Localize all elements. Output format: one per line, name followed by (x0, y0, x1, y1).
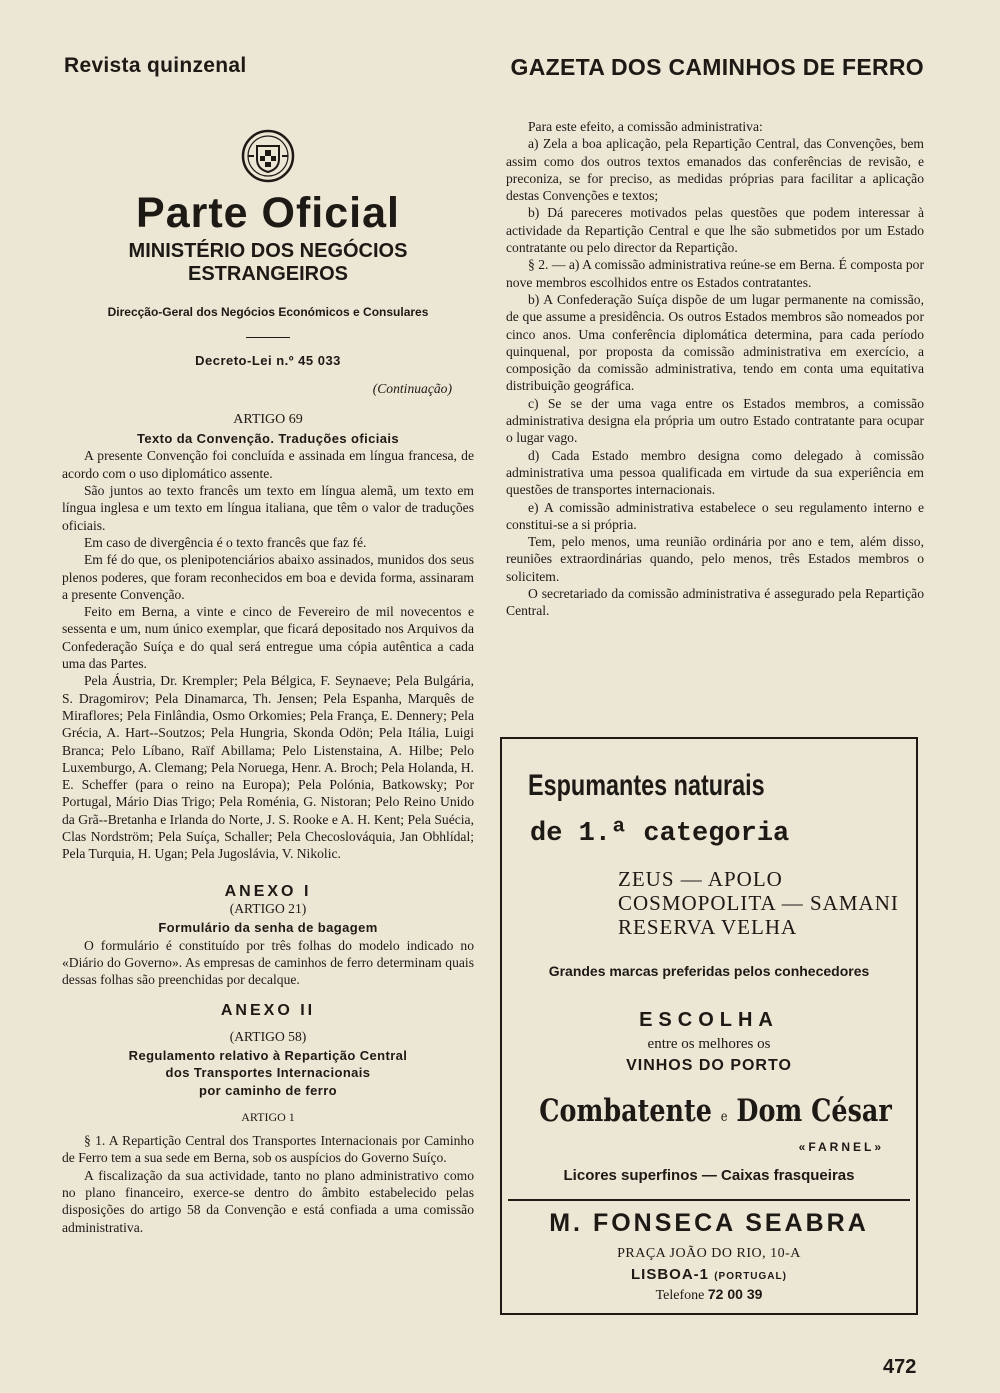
ad-wine-brands (539, 1093, 892, 1129)
paragraph: Para este efeito, a comissão administrativa: (528, 119, 763, 134)
ad-vinhos: VINHOS DO PORTO (626, 1057, 792, 1074)
directorate: Direcção-Geral dos Negócios Económicos e Consulares (107, 305, 429, 319)
ad-country: (PORTUGAL) (714, 1271, 787, 1282)
coat-of-arms-icon (240, 128, 296, 184)
paragraph: Tem, pelo menos, uma reunião ordinária por ano e tem, além disso, reuniões extraordinárias quando, pelo menos, três Estados membros o solicitem. (506, 534, 924, 584)
ad-city-name: LISBOA-1 (631, 1266, 710, 1283)
annex-title-line: por caminho de ferro (198, 1082, 338, 1098)
ad-company: M. FONSECA SEABRA (549, 1209, 869, 1237)
article-title: Texto da Convenção. Traduções oficiais (136, 431, 400, 447)
section-title: Parte Oficial (136, 189, 400, 237)
right-column (506, 118, 924, 620)
annex-article: (ARTIGO 21) (229, 900, 307, 916)
page-number: 472 (883, 1356, 917, 1378)
ad-farnel: «FARNEL» (798, 1140, 884, 1154)
ad-conjunction: e (720, 1109, 728, 1125)
paragraph: O secretariado da comissão administrativa é assegurado pela Repartição Central. (506, 586, 924, 619)
paragraph: A presente Convenção foi concluída e assinada em língua francesa, de acordo com o uso diplomático assente. (62, 448, 474, 481)
annex-article: (ARTIGO 58) (229, 1028, 307, 1044)
ad-city (502, 1266, 916, 1283)
ad-brand-line: COSMOPOLITA — SAMANI (618, 891, 899, 915)
annex-heading: ANEXO I (224, 882, 312, 900)
ad-subheadline: de 1.ª categoria (530, 819, 790, 849)
annex-title-line: Regulamento relativo à Repartição Central (128, 1047, 408, 1063)
article-heading: ARTIGO 1 (241, 1109, 295, 1124)
continuation-note: (Continuação) (372, 380, 452, 396)
signatories-paragraph: Pela Áustria, Dr. Krempler; Pela Bélgica, F. Seynaeve; Pela Bulgária, S. Dragomirov; Pela Dinamarca, Th. Jensen; Pela Espanha, Marquês de Miraflores; Pela Finlândia, Osmo Orkomies; Pela França, E. Dennery; Pela Grécia, A. Hart--Soutzos; Pela Hungria, Skonda Odön; Pela Itália, Luigi Branca; Pelo Líbano, Raïf Abillama; Pelo Listenstaina, A. Hilbe; Pelo Luxemburgo, A. Clemang; Pela Noruega, Henr. A. Broch; Pela Holanda, H. E. Scheffer (para o reino na Europa); Pela Polónia, Batkowsky; Por Portugal, Mário Dias Trigo; Pela Roménia, G. Nistoran; Pelo Reino Unido da Grã--Bretanha e Irlanda do Norte, J. S. Rooke e A. H. Kent; Pela Suécia, Clas Nordström; Pela Suíça, Schaller; Pela Checoslováquia, Jan Obhlídal; Pela Turquia, H. Ugan; Pela Jugoslávia, V. Nikolic. (62, 673, 474, 862)
annex-title-line: dos Transportes Internacionais (165, 1065, 371, 1081)
paragraph: A fiscalização da sua actividade, tanto no plano administrativo como no plano financeiro, exerce-se dentro do âmbito estabelecido pelas disposições do artigo 58 da Convenção e está confiada a uma comissão administrativa. (62, 1167, 474, 1235)
running-header-left: Revista quinzenal (64, 54, 247, 77)
paragraph: O formulário é constituído por três folhas do modelo indicado no «Diário do Governo». As empresas de caminhos de ferro determinam quais dessas folhas são preenchidas por decalque. (62, 937, 474, 988)
ad-divider (508, 1199, 910, 1201)
ad-brand-dom-cesar: Dom César (736, 1093, 892, 1129)
running-header-title: GAZETA DOS CAMINHOS DE FERRO (510, 54, 924, 80)
ad-escolha: ESCOLHA (639, 1009, 779, 1031)
advertisement-box (500, 737, 918, 1315)
annex-title: Formulário da senha de bagagem (158, 920, 378, 936)
ad-brand-combatente: Combatente (539, 1093, 712, 1129)
ad-phone (502, 1286, 916, 1304)
ministry-line-1: MINISTÉRIO DOS NEGÓCIOS (128, 240, 408, 262)
annex-heading: ANEXO II (220, 1002, 316, 1020)
divider (246, 337, 290, 338)
ad-headline: Espumantes naturais (528, 769, 765, 802)
paragraph: § 1. A Repartição Central dos Transportes Internacionais por Caminho de Ferro tem a sua sede em Berna, sob os auspícios do Governo Suíço. (62, 1133, 474, 1166)
paragraph: e) A comissão administrativa estabelece o seu regulamento interno e constitui-se a si própria. (506, 499, 924, 532)
paragraph: b) A Confederação Suíça dispõe de um lugar permanente na comissão, de que assume a presidência. Os outros Estados membros são nomeados por cinco anos. Uma conferência diplomática determina, para cada período quinquenal, por proposta da comissão administrativa em exercício, a composição da comissão administrativa, tendo em conta uma equitativa distribuição geográfica. (506, 291, 924, 394)
paragraph: c) Se se der uma vaga entre os Estados membros, a comissão administrativa designa ela própria um outro Estado contratante para ocupar o lugar vago. (506, 395, 924, 446)
paragraph: d) Cada Estado membro designa como delegado à comissão administrativa uma pessoa qualificada em virtude da sua experiência em questões de transportes internacionais. (506, 447, 924, 498)
article-heading: ARTIGO 69 (233, 411, 303, 427)
ad-phone-label: Telefone (655, 1288, 705, 1303)
paragraph: São juntos ao texto francês um texto em língua alemã, um texto em língua inglesa e um texto em língua italiana, que têm o valor de traduções oficiais. (62, 483, 474, 533)
paragraph: b) Dá pareceres motivados pelas questões que podem interessar à actividade da Repartição Central e que lhe são submetidos por um Estado contratante ou pelo director da Repartição. (506, 205, 924, 256)
paragraph: Em fé do que, os plenipotenciários abaixo assinados, munidos dos seus plenos poderes, que foram reconhecidos em boa e devida forma, assinaram a presente Convenção. (62, 552, 474, 602)
ad-phone-number: 72 00 39 (707, 1286, 763, 1302)
ministry-line-2: ESTRANGEIROS (187, 263, 349, 285)
ad-entre: entre os melhores os (647, 1036, 771, 1052)
paragraph: Em caso de divergência é o texto francês que faz fé. (84, 534, 367, 550)
paragraph: Feito em Berna, a vinte e cinco de Fevereiro de mil novecentos e sessenta e um, num único exemplar, que ficará depositado nos Arquivos da Confederação Suíça e do qual será entregue uma cópia autêntica a cada uma das Partes. (62, 604, 474, 672)
paragraph: a) Zela a boa aplicação, pela Repartição Central, das Convenções, bem assim como dos outros textos emanados das conferências de revisão, e preconiza, se for preciso, as medidas próprias para facilitar a aplicação destas Convenções e textos; (506, 136, 924, 204)
paragraph: § 2. — a) A comissão administrativa reúne-se em Berna. É composta por nove membros escolhidos entre os Estados contratantes. (506, 257, 924, 290)
ad-tagline: Grandes marcas preferidas pelos conhecedores (548, 963, 870, 979)
left-column (62, 118, 474, 1236)
ad-licores: Licores superfinos — Caixas frasqueiras (563, 1167, 855, 1184)
ministry-name (62, 240, 474, 286)
ad-address: PRAÇA JOÃO DO RIO, 10-A (617, 1246, 801, 1261)
ad-brand-line: ZEUS — APOLO (618, 867, 783, 891)
ad-brand-line: RESERVA VELHA (618, 915, 798, 939)
decree-number: Decreto-Lei n.º 45 033 (195, 353, 341, 369)
ad-brands (618, 867, 899, 939)
